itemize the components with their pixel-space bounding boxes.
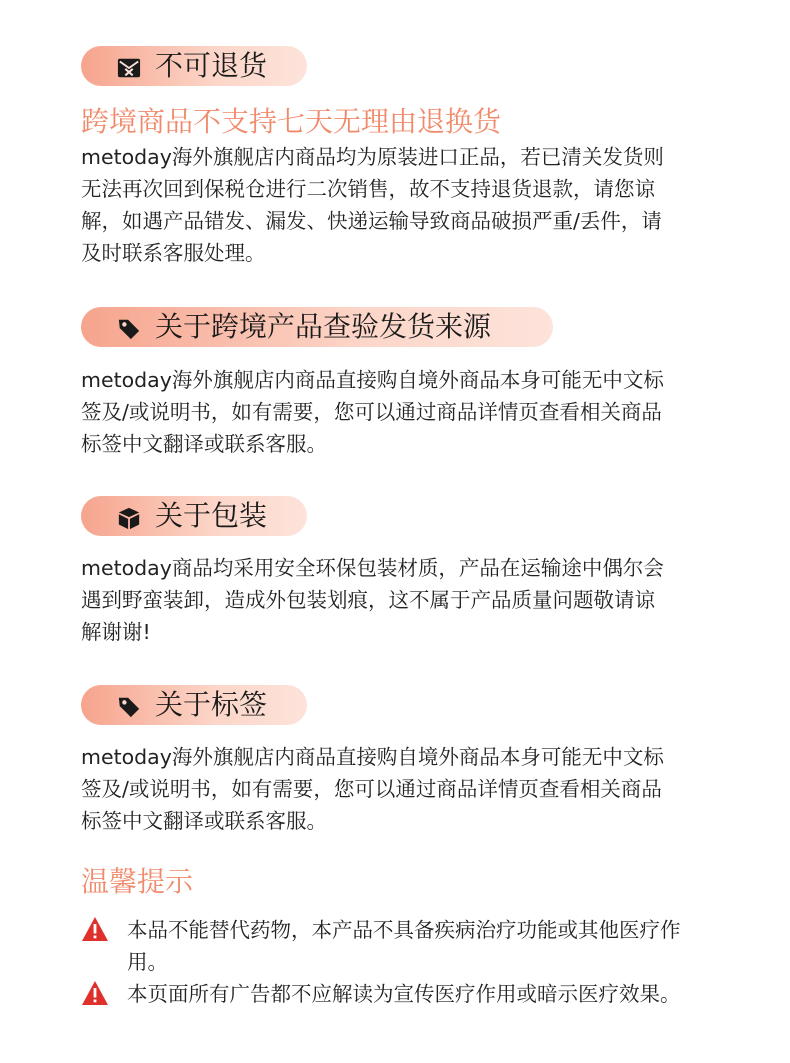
section-pill-label: 关于标签 xyxy=(155,688,268,721)
mail-x-icon xyxy=(117,56,141,80)
paragraph-line: 遇到野蛮装卸，造成外包装划痕，这不属于产品质量问题敬请谅 xyxy=(81,588,655,612)
section-paragraph-inspection xyxy=(81,364,721,460)
section-pill-label: 关于跨境产品查验发货来源 xyxy=(155,310,492,343)
section-pill-label: 不可退货 xyxy=(155,49,268,82)
paragraph-line: 标签中文翻译或联系客服。 xyxy=(81,809,327,833)
paragraph-line: metoday海外旗舰店内商品均为原装进口正品，若已清关发货则 xyxy=(81,145,664,169)
section-pill-label: 关于包装 xyxy=(155,499,268,532)
paragraph-line: 签及/或说明书，如有需要，您可以通过商品详情页查看相关商品 xyxy=(81,400,662,424)
section-paragraph-labels xyxy=(81,741,721,837)
paragraph-line: 签及/或说明书，如有需要，您可以通过商品详情页查看相关商品 xyxy=(81,777,662,801)
paragraph-line: 标签中文翻译或联系客服。 xyxy=(81,432,327,456)
box-icon xyxy=(117,506,141,530)
tip-line: 用。 xyxy=(127,950,168,974)
tip-text xyxy=(127,978,727,1010)
paragraph-line: metoday商品均采用安全环保包装材质，产品在运输途中偶尔会 xyxy=(81,556,664,580)
section-paragraph-no-return xyxy=(81,141,721,269)
paragraph-line: metoday海外旗舰店内商品直接购自境外商品本身可能无中文标 xyxy=(81,745,664,769)
paragraph-line: 及时联系客服处理。 xyxy=(81,241,266,265)
tip-text xyxy=(127,914,727,978)
section-pill-packaging xyxy=(81,496,307,536)
section-pill-inspection xyxy=(81,307,553,347)
tag-icon xyxy=(117,695,141,719)
tips-heading: 温馨提示 xyxy=(81,865,194,898)
section-paragraph-packaging xyxy=(81,552,721,648)
paragraph-line: 解，如遇产品错发、漏发、快递运输导致商品破损严重/丢件，请 xyxy=(81,209,662,233)
section-heading: 跨境商品不支持七天无理由退换货 xyxy=(81,105,502,138)
warning-icon xyxy=(81,916,109,942)
section-pill-labels xyxy=(81,685,307,725)
tag-icon xyxy=(117,317,141,341)
paragraph-line: metoday海外旗舰店内商品直接购自境外商品本身可能无中文标 xyxy=(81,368,664,392)
warning-icon xyxy=(81,980,109,1006)
paragraph-line: 无法再次回到保税仓进行二次销售，故不支持退货退款，请您谅 xyxy=(81,177,655,201)
tip-line: 本页面所有广告都不应解读为宣传医疗作用或暗示医疗效果。 xyxy=(127,982,681,1006)
paragraph-line: 解谢谢! xyxy=(81,620,151,644)
tip-line: 本品不能替代药物，本产品不具备疾病治疗功能或其他医疗作 xyxy=(127,918,681,942)
section-pill-no-return xyxy=(81,46,307,86)
